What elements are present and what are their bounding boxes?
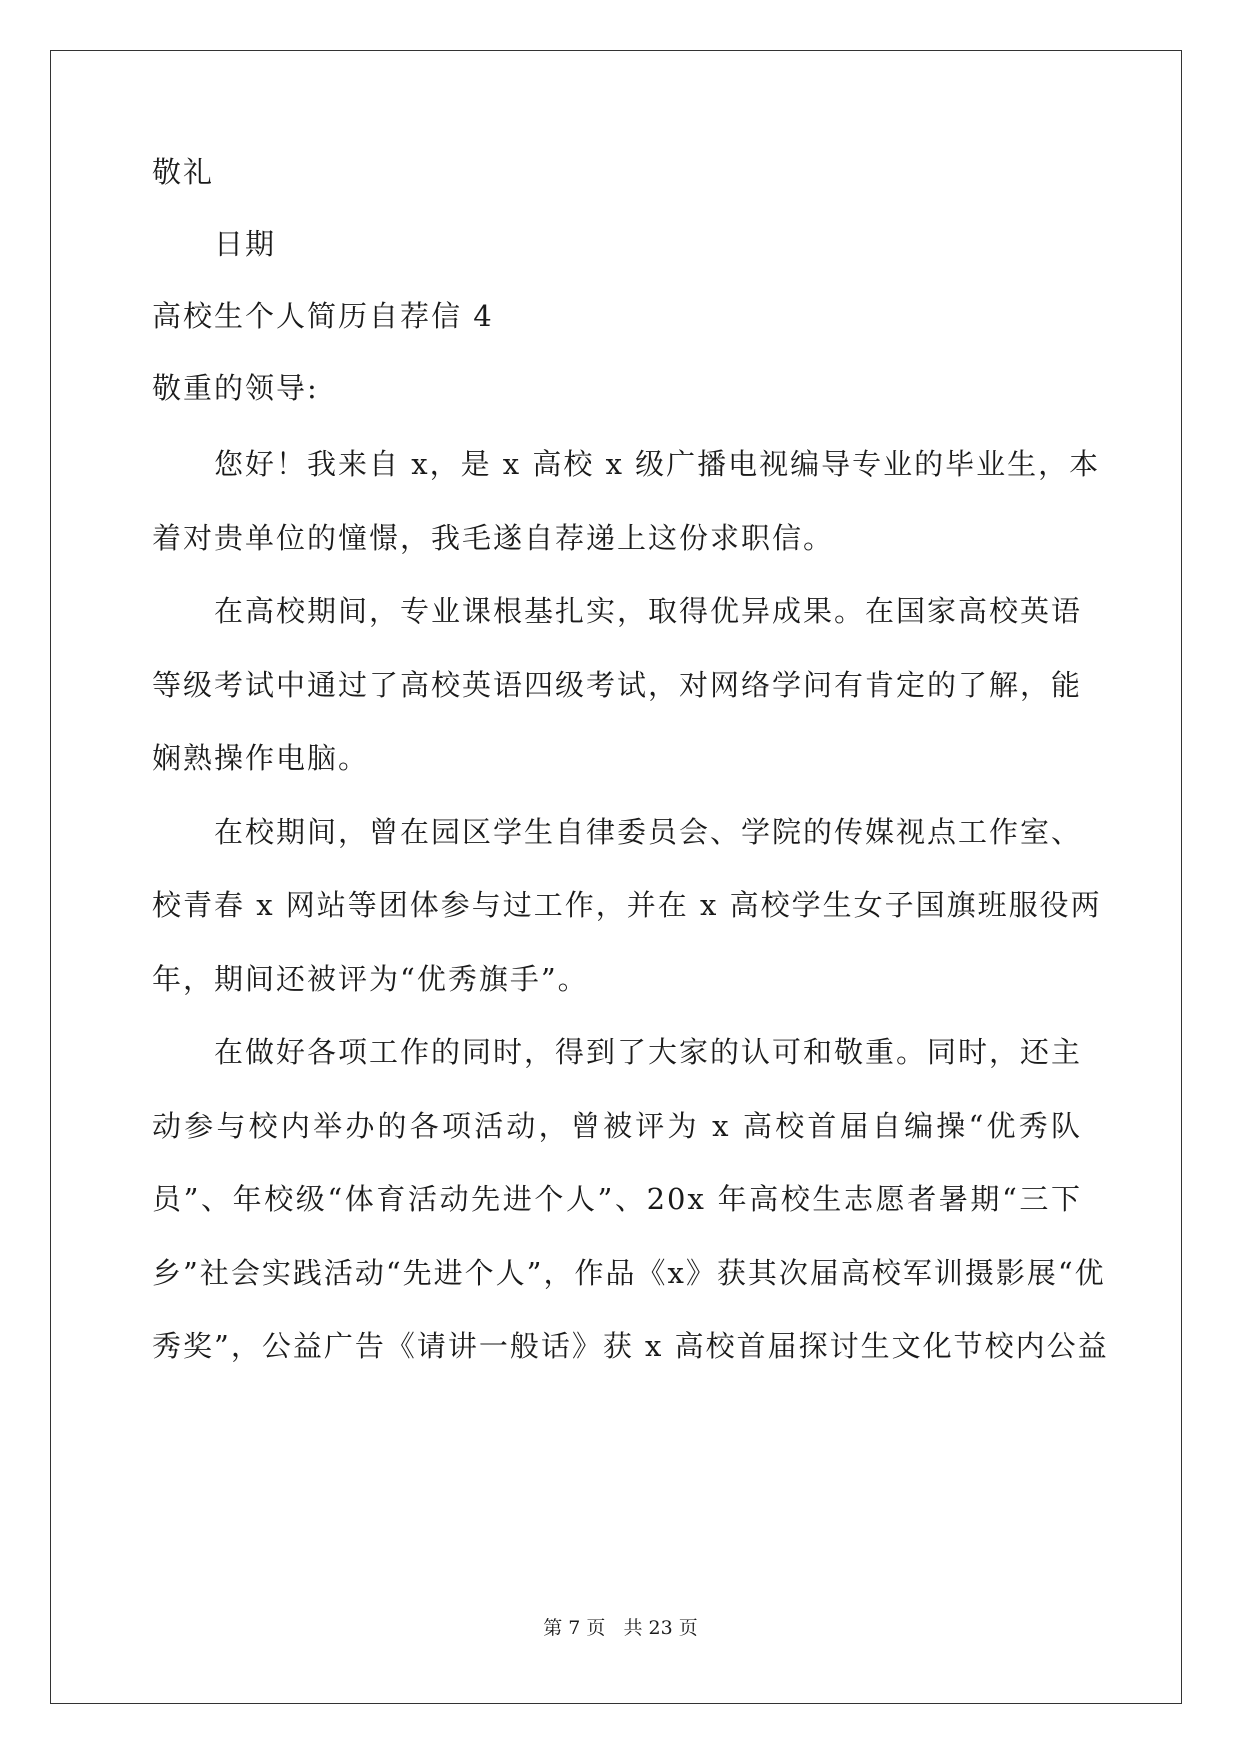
- paragraph-line: 在高校期间，专业课根基扎实，取得优异成果。在国家高校英语: [214, 594, 1083, 628]
- paragraph-line: 在校期间，曾在园区学生自律委员会、学院的传媒视点工作室、: [214, 815, 1083, 849]
- paragraph-line: 娴熟操作电脑。: [152, 741, 370, 775]
- paragraph-line: 动参与校内举办的各项活动，曾被评为 x 高校首届自编操“优秀队: [152, 1109, 1082, 1143]
- greeting: 敬重的领导:: [152, 371, 319, 405]
- section-heading: 高校生个人简历自荐信 4: [152, 299, 494, 333]
- paragraph-line: 着对贵单位的憧憬，我毛遂自荐递上这份求职信。: [152, 521, 835, 555]
- page-footer: [0, 1616, 1241, 1640]
- closing-salutation: 敬礼: [152, 155, 215, 189]
- paragraph-line: 秀奖”，公益广告《请讲一般话》获 x 高校首届探讨生文化节校内公益: [152, 1329, 1109, 1363]
- paragraph-line: 员”、年校级“体育活动先进个人”、20x 年高校生志愿者暑期“三下: [152, 1182, 1082, 1216]
- date-label: 日期: [214, 227, 277, 261]
- paragraph-line: 乡”社会实践活动“先进个人”，作品《x》获其次届高校军训摄影展“优: [152, 1256, 1106, 1290]
- paragraph-line: 您好！我来自 x，是 x 高校 x 级广播电视编导专业的毕业生，本: [214, 447, 1101, 481]
- paragraph-line: 等级考试中通过了高校英语四级考试，对网络学问有肯定的了解，能: [152, 668, 1083, 702]
- paragraph-line: 年，期间还被评为“优秀旗手”。: [152, 962, 589, 996]
- page-number: 第 7 页: [543, 1617, 606, 1639]
- paragraph-line: 在做好各项工作的同时，得到了大家的认可和敬重。同时，还主: [214, 1035, 1083, 1069]
- paragraph-line: 校青春 x 网站等团体参与过工作，并在 x 高校学生女子国旗班服役两: [152, 888, 1102, 922]
- page-total: 共 23 页: [623, 1617, 698, 1639]
